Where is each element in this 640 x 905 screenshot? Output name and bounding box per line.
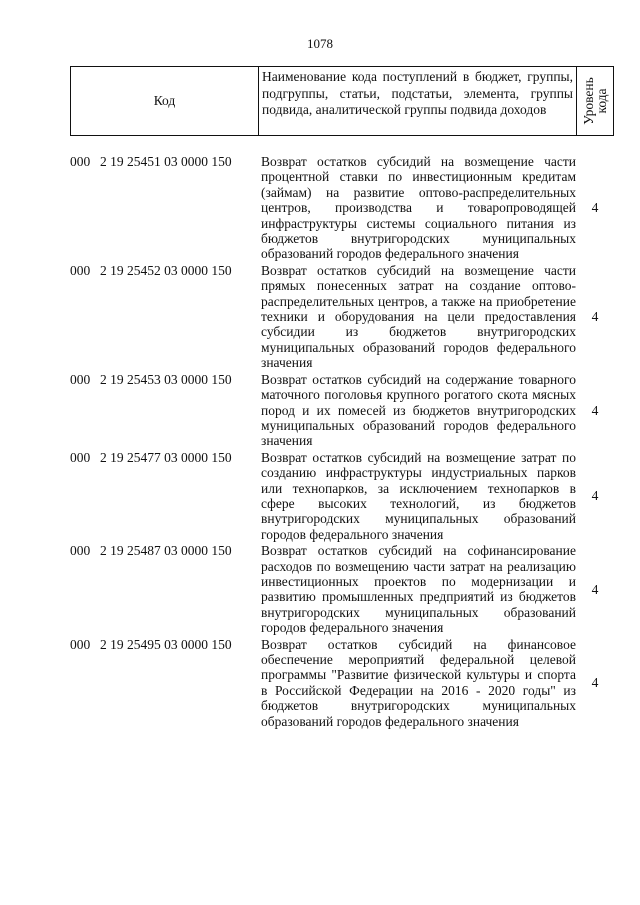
row-admin-code: 000 — [70, 449, 91, 465]
table-header — [70, 66, 614, 136]
row-admin-code: 000 — [70, 543, 91, 559]
row-name: Возврат остатков субсидий на возмещение части прямых понесенных затрат на создание оптово-распределительных центров, а также на приобретение техники и оборудования на цели предоставления субсидии из бюджетов внутригородских муниципальных образований городов федерального значения — [261, 262, 576, 371]
row-admin-code: 000 — [70, 636, 91, 652]
table-row — [70, 450, 614, 542]
row-code: 2 19 25453 03 0000 150 — [100, 371, 232, 387]
header-level: Уровень кода — [581, 77, 609, 125]
row-name: Возврат остатков субсидий на содержание товарного маточного поголовья крупного рогатого скота мясных пород и их помесей из бюджетов внутригородских муниципальных образований городов федерального значения — [261, 371, 576, 449]
row-name: Возврат остатков субсидий на финансовое обеспечение мероприятий федеральной целевой программы "Развитие физической культуры и спорта в Российской Федерации на 2016 - 2020 годы" из бюджетов внутригородских муниципальных образований городов федерального значения — [261, 636, 576, 729]
table-row — [70, 154, 614, 262]
table-body — [70, 154, 614, 730]
table-row — [70, 543, 614, 635]
header-code: Код — [71, 67, 259, 135]
row-level: 4 — [591, 675, 599, 691]
row-code: 2 19 25495 03 0000 150 — [100, 636, 232, 652]
table-row — [70, 637, 614, 729]
row-code: 2 19 25452 03 0000 150 — [100, 262, 232, 278]
header-name: Наименование кода поступлений в бюджет, группы, подгруппы, статьи, подстатьи, элемента, группы подвида, аналитической группы подвида доходов — [259, 67, 577, 135]
row-name: Возврат остатков субсидий на возмещение затрат по созданию инфраструктуры индустриальных парков или технопарков, за исключением технопарков в сфере высоких технологий, из бюджетов внутригородских муниципальных образований городов федерального значения — [261, 449, 576, 542]
row-level: 4 — [591, 488, 599, 504]
row-code: 2 19 25477 03 0000 150 — [100, 449, 232, 465]
row-level: 4 — [591, 402, 599, 418]
row-admin-code: 000 — [70, 371, 91, 387]
row-name: Возврат остатков субсидий на софинансирование расходов по возмещению части затрат на реализацию инвестиционных проектов по модернизации и развитию промышленных предприятий из бюджетов внутригородских муниципальных образований городов федерального значения — [261, 543, 576, 636]
row-code: 2 19 25487 03 0000 150 — [100, 543, 232, 559]
row-admin-code: 000 — [70, 262, 91, 278]
row-code: 2 19 25451 03 0000 150 — [100, 154, 232, 169]
row-level: 4 — [591, 309, 599, 325]
row-level: 4 — [591, 200, 599, 216]
header-level-cell — [577, 67, 613, 135]
row-admin-code: 000 — [70, 154, 91, 169]
row-name: Возврат остатков субсидий на возмещение части процентной ставки по инвестиционным кредитам (займам) на развитие оптово-распределительных центров, производства и товаропроводящей инфраструктуры системы социального питания из бюджетов внутригородских муниципальных образований городов федерального значения — [261, 154, 576, 262]
page-number: 1078 — [307, 36, 333, 51]
row-level: 4 — [591, 581, 599, 597]
table-row — [70, 372, 614, 449]
table-row — [70, 263, 614, 371]
